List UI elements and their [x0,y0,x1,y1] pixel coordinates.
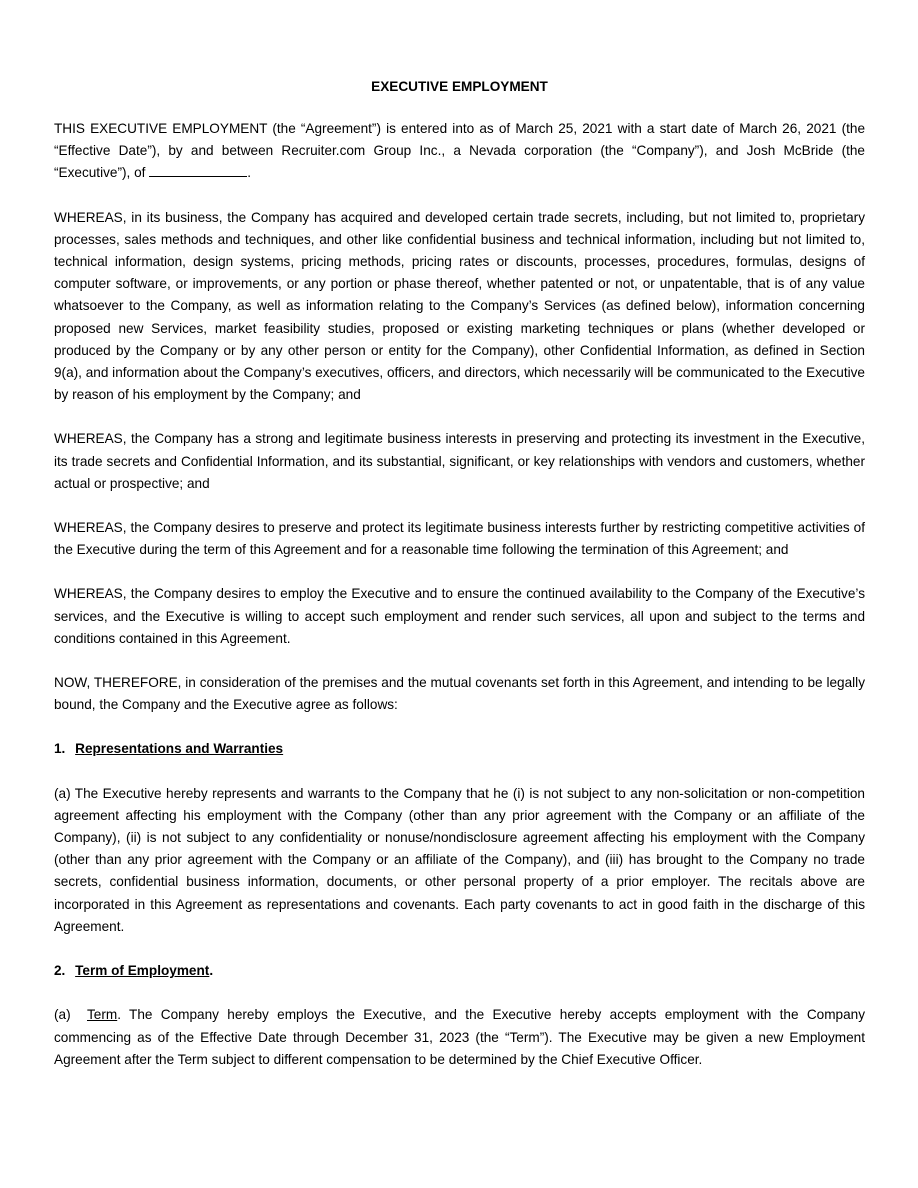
document-page [54,76,865,1093]
section-2-heading [54,960,865,982]
intro-end: . [247,165,251,181]
section-2-heading-end: . [209,963,214,979]
intro-text: THIS EXECUTIVE EMPLOYMENT (the “Agreement”) is entered into as of March 25, 2021 with a start date of March 26, 2021 (the “Effective Date”), by and between Recruiter.com Group Inc., a Nevada corporation (the “Company”), and Josh McBride (the “Executive”), of [54,121,865,181]
section-2-paragraph-a [54,1004,865,1071]
whereas-paragraph-3: WHEREAS, the Company desires to preserve and protect its legitimate business interests further by restricting competitive activities of the Executive during the term of this Agreement and for a reasonable time following the termination of this Agreement; and [54,520,865,558]
section-2-number: 2. [54,963,66,979]
whereas-paragraph-2: WHEREAS, the Company has a strong and legitimate business interests in preserving and protecting its investment in the Executive, its trade secrets and Confidential Information, and its substantial, significant, or key relationships with vendors and customers, whether actual or prospective; and [54,431,865,491]
section-2-term-label: Term [87,1007,118,1023]
section-1-heading [54,738,865,760]
now-therefore-paragraph: NOW, THEREFORE, in consideration of the premises and the mutual covenants set forth in this Agreement, and intending to be legally bound, the Company and the Executive agree as follows: [54,675,865,713]
section-1-number: 1. [54,741,66,757]
address-blank-line [149,162,247,177]
whereas-paragraph-1: WHEREAS, in its business, the Company has acquired and developed certain trade secrets, including, but not limited to, proprietary processes, sales methods and techniques, and other like confidential business and technical information, including but not limited to, technical information, design systems, pricing methods, pricing rates or discounts, processes, procedures, formulas, designs of computer software, or improvements, or any portion or phase thereof, whether patented or not, or unpatentable, that is of any value whatsoever to the Company, as well as information relating to the Company’s Services (as defined below), information concerning proposed new Services, market feasibility studies, proposed or existing marketing techniques or plans (whether developed or produced by the Company or by any other person or entity for the Company), other Confidential Information, as defined in Section 9(a), and information about the Company’s executives, officers, and directors, which necessarily will be communicated to the Executive by reason of his employment by the Company; and [54,209,865,403]
section-2-para-a-prefix: (a) [54,1007,87,1023]
whereas-paragraph-4: WHEREAS, the Company desires to employ the Executive and to ensure the continued availability to the Company of the Executive’s services, and the Executive is willing to accept such employment and render such services, all upon and subject to the terms and conditions contained in this Agreement. [54,586,865,646]
section-1-title: Representations and Warranties [75,741,284,757]
document-title: EXECUTIVE EMPLOYMENT [371,79,548,94]
section-2-para-a-text: . The Company hereby employs the Executive, and the Executive hereby accepts employment with the Company commencing as of the Effective Date through December 31, 2023 (the “Term”). The Executive may be given a new Employment Agreement after the Term subject to different compensation to be determined by the Chief Executive Officer. [54,1007,866,1067]
intro-paragraph [54,118,865,185]
section-2-title: Term of Employment [75,963,210,979]
section-1-paragraph-a: (a) The Executive hereby represents and warrants to the Company that he (i) is not subject to any non-solicitation or non-competition agreement affecting his employment with the Company (other than any prior agreement with the Company or an affiliate of the Company), (ii) is not subject to any confidentiality or nonuse/nondisclosure agreement affecting his employment with the Company (other than any prior agreement with the Company or an affiliate of the Company), and (iii) has brought to the Company no trade secrets, confidential business information, documents, or other personal property of a prior employer. The recitals above are incorporated in this Agreement as representations and covenants. Each party covenants to act in good faith in the discharge of this Agreement. [54,785,865,934]
